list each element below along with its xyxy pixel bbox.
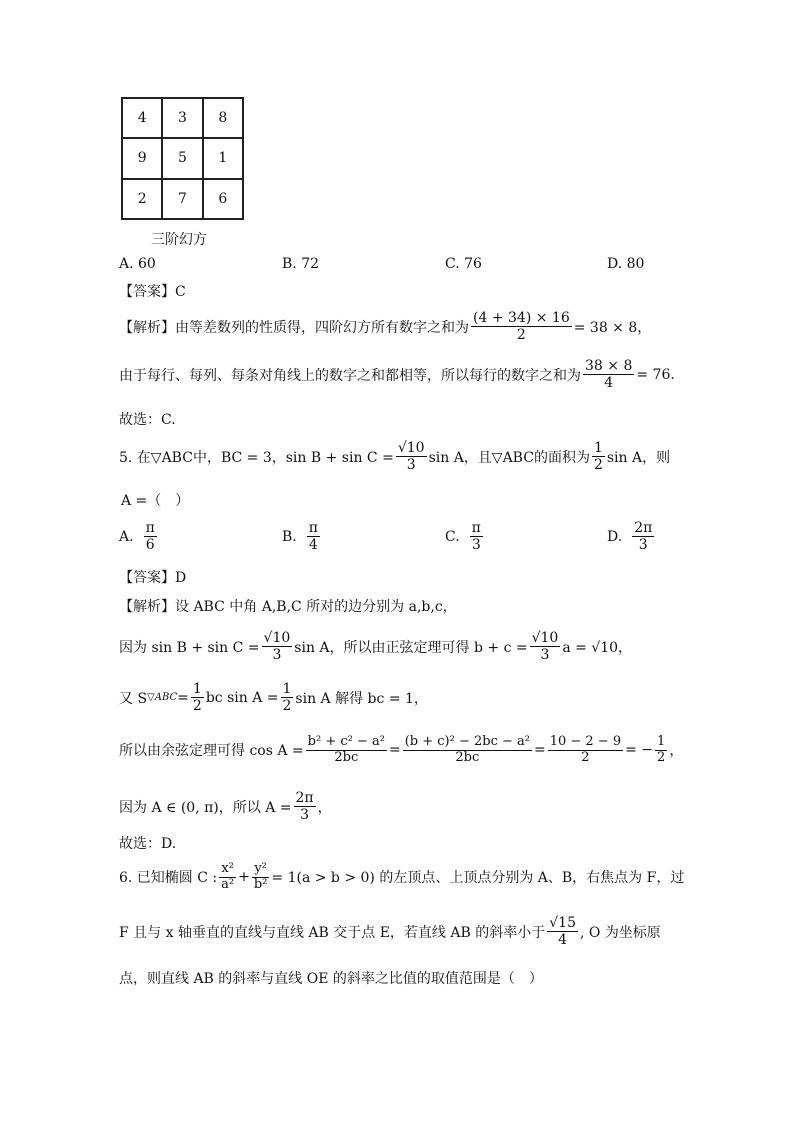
q5-a4-fraction-3 bbox=[548, 735, 623, 766]
q5-option-b bbox=[282, 520, 322, 553]
fraction-denominator: 2 bbox=[593, 457, 603, 474]
q5-a4-tail-pre: = − bbox=[625, 742, 654, 759]
q5-stem-fraction bbox=[396, 440, 427, 473]
q5-a4-fraction-4 bbox=[655, 735, 667, 766]
q5-option-c bbox=[445, 520, 485, 553]
fraction-numerator: 1 bbox=[593, 440, 603, 456]
fraction-denominator: 6 bbox=[145, 537, 155, 554]
q5-a3-pre: 又 S bbox=[119, 690, 148, 707]
magic-square-grid bbox=[121, 97, 244, 220]
option-label: D. bbox=[607, 528, 623, 545]
q5-a2-fraction-1 bbox=[262, 630, 293, 663]
q5-a3-eq: = bbox=[177, 689, 189, 706]
fraction-denominator: 3 bbox=[406, 457, 416, 474]
q5-a3-fraction-2 bbox=[281, 681, 294, 714]
q6-l2-pre: F 且与 x 轴垂直的直线与直线 AB 交于点 E，若直线 AB 的斜率小于 bbox=[119, 924, 546, 941]
q4-analysis-line2 bbox=[119, 358, 675, 391]
fraction-denominator: 2 bbox=[516, 327, 526, 344]
fraction-numerator: 2π bbox=[634, 520, 653, 536]
option-label: C. bbox=[445, 528, 460, 545]
q4-analysis-line1 bbox=[119, 310, 651, 343]
fraction-numerator: y² bbox=[254, 861, 267, 876]
fraction-denominator: 2bc bbox=[455, 749, 480, 765]
q5-option-d bbox=[607, 520, 656, 553]
q5-a4-end: ， bbox=[669, 743, 684, 760]
fraction-numerator: √15 bbox=[549, 915, 576, 931]
option-fraction bbox=[307, 520, 320, 553]
q5-analysis-line5 bbox=[119, 790, 332, 823]
q5-a5-pre: 因为 A ∈ (0, π)，所以 A = bbox=[119, 799, 292, 816]
q5-a2-mid: sin A，所以由正弦定理可得 b + c = bbox=[294, 639, 528, 656]
q5-a2-tail: a = √10， bbox=[562, 639, 633, 656]
q5-stem-a: 5. 在▽ABC中，BC = 3，sin B + sin C = bbox=[119, 449, 394, 466]
fraction-denominator: 4 bbox=[604, 375, 614, 392]
fraction-denominator: 4 bbox=[558, 932, 568, 949]
q4-option-b: B. 72 bbox=[282, 256, 320, 272]
fraction-denominator: b² bbox=[253, 876, 268, 892]
fraction-numerator: b² + c² − a² bbox=[307, 734, 385, 749]
q5-a5-end: ， bbox=[317, 799, 332, 816]
q5-half-fraction bbox=[592, 440, 605, 473]
q5-a2-pre: 因为 sin B + sin C = bbox=[119, 639, 260, 656]
q5-analysis-line1 bbox=[119, 596, 457, 616]
fraction-denominator: 3 bbox=[300, 807, 310, 824]
q5-a3-sub: ▽ABC bbox=[147, 692, 178, 704]
q6-plus: + bbox=[238, 869, 250, 886]
fraction-numerator: 1 bbox=[657, 734, 666, 749]
magic-square-cell: 9 bbox=[122, 138, 162, 178]
option-label: B. bbox=[282, 528, 297, 545]
fraction-denominator: 3 bbox=[638, 537, 648, 554]
fraction-denominator: 4 bbox=[308, 537, 318, 554]
q5-stem-line1 bbox=[119, 440, 670, 473]
fraction-denominator: a² bbox=[221, 876, 235, 892]
q4-eq-tail: = 38 × 8， bbox=[573, 319, 652, 336]
fraction-numerator: π bbox=[145, 520, 155, 536]
magic-square-cell: 6 bbox=[203, 179, 243, 219]
fraction-numerator: √10 bbox=[531, 630, 559, 646]
fraction-denominator: 2 bbox=[282, 698, 292, 715]
magic-square-cell: 1 bbox=[203, 138, 243, 178]
option-fraction bbox=[470, 520, 483, 553]
fraction-numerator: x² bbox=[221, 861, 234, 876]
magic-square-cell: 5 bbox=[162, 138, 202, 178]
q4-analysis-text: 由等差数列的性质得，四阶幻方所有数字之和为 bbox=[175, 319, 469, 336]
q4-choose: 故选：C. bbox=[119, 412, 176, 428]
q5-stem-line2: A =（ ） bbox=[121, 493, 190, 509]
q6-line2 bbox=[119, 915, 661, 948]
q4-line2-text: 由于每行、每列、每条对角线上的数字之和都相等，所以每行的数字之和为 bbox=[119, 367, 581, 384]
q6-line3: 点，则直线 AB 的斜率与直线 OE 的斜率之比值的取值范围是（ ） bbox=[119, 971, 543, 987]
q4-option-a: A. 60 bbox=[119, 256, 156, 272]
fraction-denominator: 2 bbox=[581, 749, 590, 765]
q4-eq2-tail: = 76. bbox=[636, 366, 675, 383]
q5-analysis-line4: 所以由余弦定理可得 cos A = $\frac{\text{b² + c² − a²}}{2bc}$ = $\frac{\text{(b + c)² − 2bc − a²}}{2bc}$ = $\frac{10 - 2 - 9}{2}$ = − $\frac{1}{2}$ ， bbox=[119, 734, 684, 765]
option-fraction bbox=[632, 520, 654, 553]
q6-l1-pre: 6. 已知椭圆 C : bbox=[119, 870, 218, 887]
magic-square-caption: 三阶幻方 bbox=[151, 232, 207, 248]
fraction-denominator: 2 bbox=[657, 749, 666, 765]
option-fraction bbox=[144, 520, 157, 553]
fraction-denominator: 2 bbox=[192, 698, 202, 715]
q6-l2-tail: , O 为坐标原 bbox=[579, 924, 661, 941]
q5-a4-fraction-1 bbox=[306, 735, 387, 766]
fraction-numerator: 1 bbox=[192, 681, 202, 697]
q5-a3-tail: sin A 解得 bc = 1， bbox=[295, 690, 428, 707]
q6-line1 bbox=[119, 862, 684, 893]
fraction-numerator: √10 bbox=[263, 630, 291, 646]
q6-l2-fraction bbox=[547, 915, 578, 948]
q5-a3-mid: bc sin A = bbox=[205, 689, 279, 706]
fraction-denominator: 3 bbox=[540, 647, 550, 664]
fraction-numerator: 10 − 2 − 9 bbox=[549, 734, 622, 749]
fraction-denominator: 3 bbox=[471, 537, 481, 554]
magic-square-cell: 8 bbox=[203, 98, 243, 138]
fraction-numerator: π bbox=[471, 520, 481, 536]
fraction-numerator: 2π bbox=[295, 790, 314, 806]
option-label: A. bbox=[119, 528, 134, 545]
magic-square-cell: 4 bbox=[122, 98, 162, 138]
q5-a3-fraction-1 bbox=[191, 681, 204, 714]
fraction-numerator: (4 + 34) × 16 bbox=[473, 310, 570, 326]
fraction-denominator: 3 bbox=[272, 647, 282, 664]
q5-a4-pre: 所以由余弦定理可得 cos A = bbox=[119, 743, 304, 760]
q5-a5-fraction bbox=[294, 790, 316, 823]
q5-analysis-line3 bbox=[119, 681, 428, 714]
fraction-denominator: 2bc bbox=[334, 749, 359, 765]
q5-answer: 【答案】D bbox=[119, 570, 187, 586]
q4-fraction-1 bbox=[471, 310, 572, 343]
q4-answer: 【答案】C bbox=[119, 284, 186, 300]
q5-stem-b: sin A，且▽ABC的面积为 bbox=[428, 449, 590, 466]
fraction-numerator: √10 bbox=[397, 440, 425, 456]
analysis-label: 【解析】 bbox=[119, 599, 175, 615]
magic-square-cell: 3 bbox=[162, 98, 202, 138]
fraction-numerator: 38 × 8 bbox=[585, 358, 633, 374]
q4-fraction-2 bbox=[583, 358, 634, 391]
q5-a4-fraction-2 bbox=[403, 735, 532, 766]
q6-l1-tail: = 1(a > b > 0) 的左顶点、上顶点分别为 A、B，右焦点为 F，过 bbox=[271, 870, 685, 887]
q5-analysis-text: 设 ABC 中角 A,B,C 所对的边分别为 a,b,c， bbox=[175, 599, 457, 615]
fraction-numerator: 1 bbox=[282, 681, 292, 697]
q5-choose: 故选：D. bbox=[119, 836, 177, 852]
q4-option-c: C. 76 bbox=[445, 256, 482, 272]
q5-a2-fraction-2 bbox=[530, 630, 561, 663]
fraction-numerator: (b + c)² − 2bc − a² bbox=[404, 734, 530, 749]
q5-analysis-line2 bbox=[119, 630, 632, 663]
analysis-label: 【解析】 bbox=[119, 319, 175, 336]
magic-square-cell: 2 bbox=[122, 179, 162, 219]
q5-option-a bbox=[119, 520, 159, 553]
q6-x-fraction bbox=[219, 862, 236, 893]
magic-square-cell: 7 bbox=[162, 179, 202, 219]
q5-stem-c: sin A，则 bbox=[606, 449, 671, 466]
fraction-numerator: π bbox=[308, 520, 318, 536]
q4-option-d: D. 80 bbox=[607, 256, 645, 272]
q6-y-fraction bbox=[252, 862, 270, 893]
